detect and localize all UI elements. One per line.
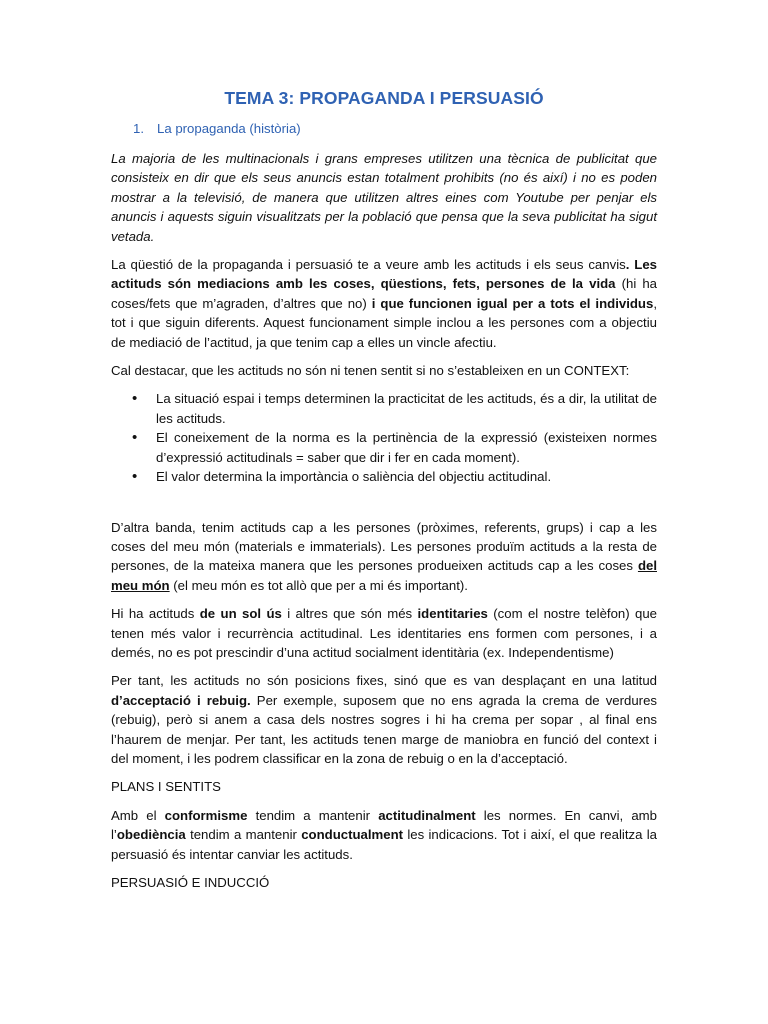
list-item: • El valor determina la importància o saliència del objectiu actitudinal.	[156, 467, 657, 486]
text-run: Per exemple, suposem que no ens agrada la crema de verdures (rebuig), però si anem a casa dels nostres sogres i hi ha crema per sopar , al final ens l’haurem de menjar. Per tant, les actituds tenen marge de maniobra en funció del context i del moment, i les podrem classificar en la zona de rebuig o en la d’acceptació.	[111, 692, 657, 766]
paragraph-context: Cal destacar, que les actituds no són ni tenen sentit si no s’estableixen en un CONTEXT:	[111, 363, 630, 379]
text-run: tendim a mantenir	[247, 807, 379, 823]
text-run: les normes. En canvi, amb l’	[111, 807, 657, 843]
page-title: TEMA 3: PROPAGANDA I PERSUASIÓ	[224, 88, 544, 108]
text-run-bold: d’acceptació i rebuig.	[111, 692, 251, 708]
bullet-list	[111, 389, 657, 486]
text-run-bold: .	[625, 257, 630, 273]
text-run-bold-underline: del meu món	[111, 558, 657, 593]
intro-paragraph: La majoria de les multinacionals i grans empreses utilitzen una tècnica de publicitat que consisteix en dir que els seus anuncis estan totalment prohibits (no és així) i no es poden mostrar a la televisió, de manera que utilitzen altres eines com Youtube per penjar els anuncis i aquests siguin visualitzats per la població que pensa que la seva publicitat ha sigut vetada.	[111, 151, 657, 244]
text-run: Per tant, les actituds no són posicions fixes, sinó que es van desplaçant en una latitud	[111, 673, 657, 689]
text-run-bold: i que funcionen igual per a tots el individus	[371, 295, 654, 311]
paragraph-latitud	[111, 671, 657, 768]
list-item: • El coneixement de la norma es la pertinència de la expressió (existeixen normes d’expressió actitudinals = saber que dir i fer en cada moment).	[156, 428, 657, 467]
text-run: les indicacions. Tot i així, el que realitza la persuasió és intentar canviar les actituds.	[111, 827, 657, 862]
text-run: , tot i que siguin diferents. Aquest funcionament simple inclou a les persones com a objectiu de mediació de l’actitud, ja que tenim cap a elles un vincle afectiu.	[111, 295, 657, 350]
text-run-bold: conductualment	[301, 827, 404, 843]
text-run-bold: conformisme	[164, 807, 248, 823]
paragraph-persones	[111, 518, 657, 596]
section-label: La propaganda (història)	[157, 121, 301, 136]
text-run: i altres que són més	[281, 606, 418, 622]
section-heading	[133, 121, 657, 136]
text-run-bold: Les actituds són mediacions amb les coses, qüestions, fets, persones de la vida	[111, 257, 658, 292]
heading-persuasio: PERSUASIÓ E INDUCCIÓ	[111, 875, 270, 890]
text-run: D’altra banda, tenim actituds cap a les persones (pròximes, referents, grups) i cap a les coses del meu món (materials e immaterials). Les persones produïm actituds a la resta de persones, de la mateixa manera que les persones produeixen actituds cap a les coses	[111, 519, 657, 574]
text-run: tendim a mantenir	[185, 827, 302, 843]
text-run: (el meu món es tot allò que per a mi és important).	[169, 577, 468, 593]
spacer	[111, 487, 657, 518]
text-run-bold: de un sol ús	[199, 606, 282, 622]
paragraph-actituds	[111, 255, 657, 352]
text-run-bold: identitaries	[417, 606, 488, 622]
heading-plans: PLANS I SENTITS	[111, 779, 221, 795]
text-run: Amb el	[111, 807, 165, 823]
text-run: (hi ha coses/fets que m’agraden, d’altres que no)	[111, 276, 657, 311]
text-run-bold: obediència	[116, 827, 186, 843]
section-number: 1.	[133, 121, 144, 136]
paragraph-conformisme	[111, 806, 657, 864]
text-run: (com el nostre telèfon) que tenen més valor i recurrència actitudinal. Les identitaries ens formen com persones, i a demés, no es pot prescindir d’una actitud socialment identitària (ex. Independentisme)	[111, 606, 658, 660]
text-run: La qüestió de la propaganda i persuasió te a veure amb les actituds i els seus canvis	[111, 257, 626, 273]
paragraph-identitaries	[111, 604, 657, 662]
text-run-bold: actitudinalment	[378, 807, 476, 823]
list-item: • La situació espai i temps determinen la practicitat de les actituds, és a dir, la utilitat de les actituds.	[156, 389, 657, 428]
text-run: Hi ha actituds	[111, 606, 200, 622]
